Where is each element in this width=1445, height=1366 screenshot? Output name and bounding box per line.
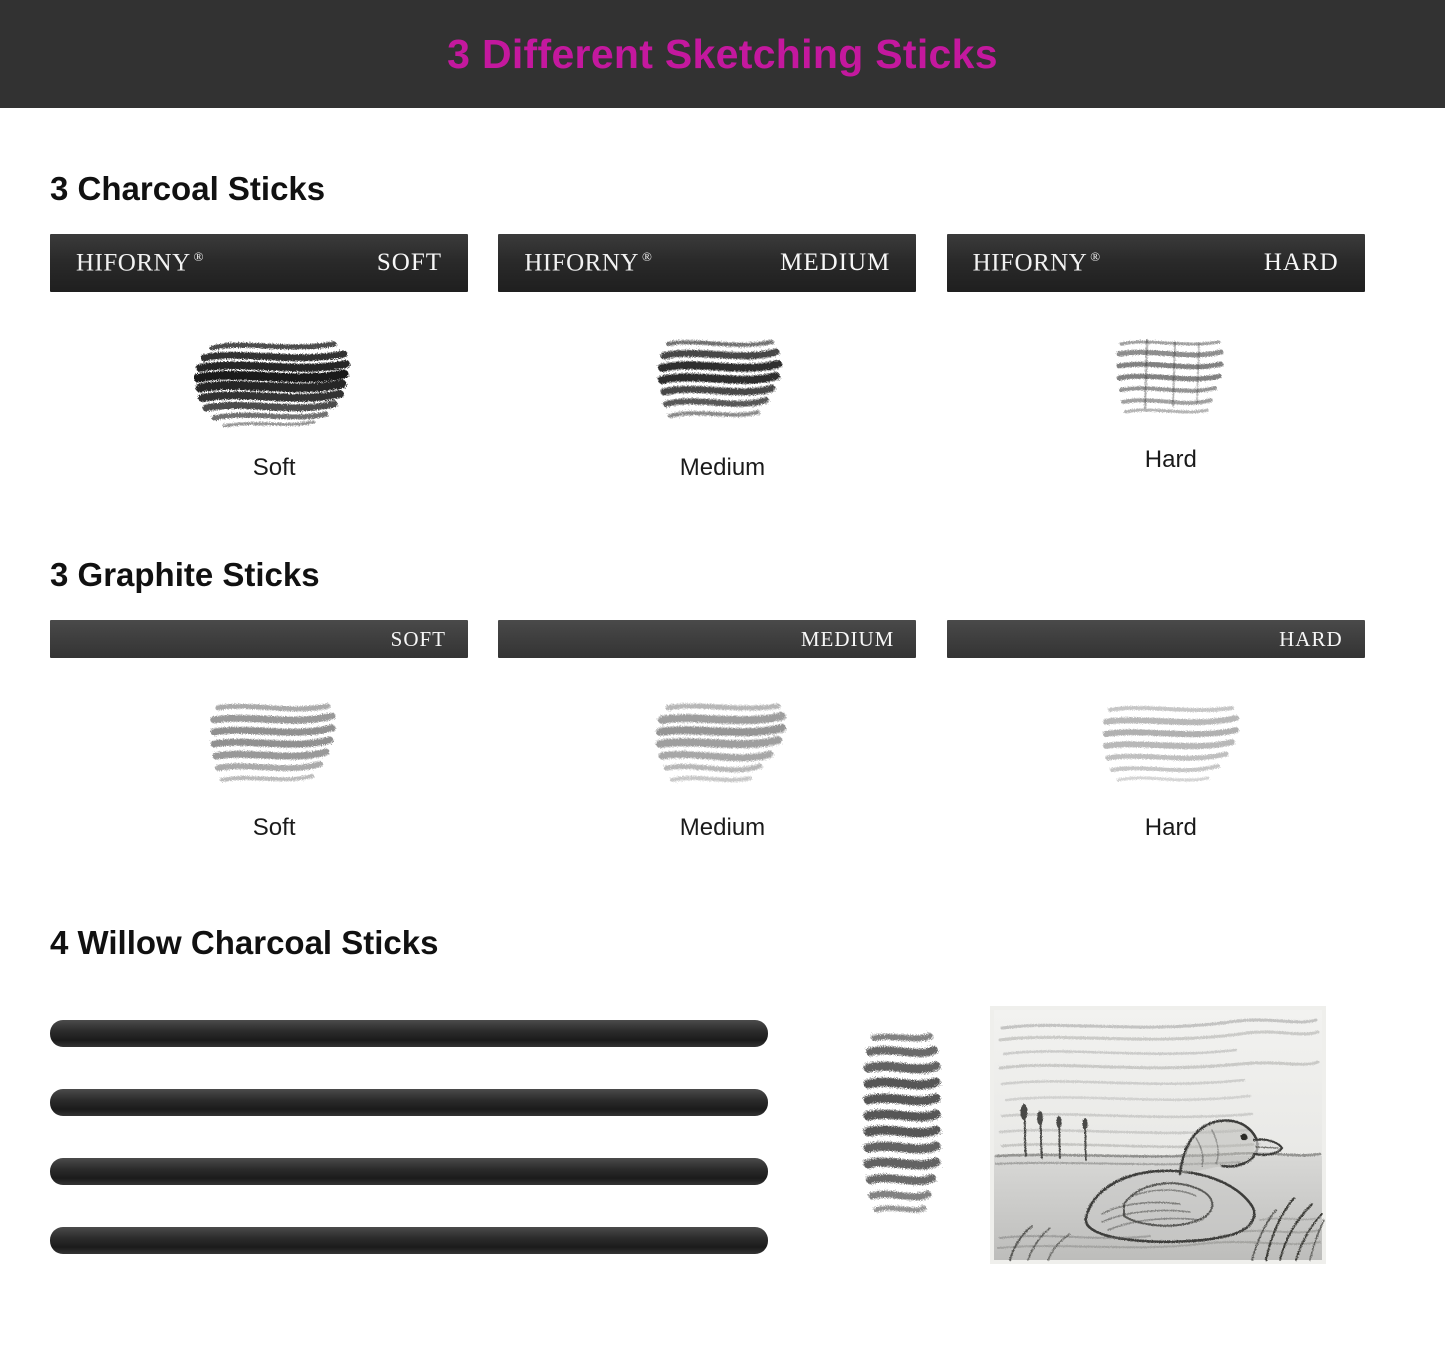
charcoal-soft-label: Soft: [252, 454, 296, 481]
swatch-block-charcoal-hard: [1113, 334, 1229, 474]
willow-section-heading: 4 Willow Charcoal Sticks: [50, 924, 439, 961]
graphite-medium-label: Medium: [679, 814, 766, 841]
willow-stick-group: [50, 1006, 810, 1254]
willow-stick: [50, 1020, 768, 1047]
grade-label: HARD: [1279, 626, 1343, 651]
graphite-item-hard: [947, 620, 1395, 842]
charcoal-hard-swatch-image: [1113, 334, 1229, 424]
swatch-block-charcoal-soft: [194, 334, 354, 482]
swatch-block-graphite-medium: [654, 700, 790, 842]
duck-sketch-image: [990, 1006, 1326, 1264]
registered-trademark-icon: ®: [641, 248, 653, 264]
duck-sketch-artwork: [990, 1006, 1326, 1264]
willow-stick: [50, 1089, 768, 1116]
graphite-stick-soft: [50, 620, 468, 658]
charcoal-stick-medium: [498, 234, 916, 292]
grade-label: MEDIUM: [800, 626, 895, 651]
charcoal-section-heading: 3 Charcoal Sticks: [50, 170, 326, 207]
graphite-medium-swatch-image: [654, 700, 790, 792]
charcoal-stick-row: [0, 234, 1445, 482]
brand-label: HIFORNY ®: [972, 248, 1101, 277]
charcoal-item-medium: [498, 234, 946, 482]
willow-stick: [50, 1158, 768, 1185]
graphite-hard-swatch-image: [1100, 700, 1242, 792]
willow-swatch-block: [858, 1030, 944, 1227]
grade-label: MEDIUM: [780, 249, 891, 276]
registered-trademark-icon: ®: [193, 248, 205, 264]
charcoal-item-soft: [50, 234, 498, 482]
registered-trademark-icon: ®: [1090, 248, 1101, 264]
graphite-section-heading: 3 Graphite Sticks: [50, 556, 320, 593]
grade-label: SOFT: [390, 626, 446, 651]
graphite-soft-label: Soft: [252, 814, 296, 841]
charcoal-hard-label: Hard: [1144, 446, 1197, 473]
graphite-item-soft: [50, 620, 498, 842]
grade-label: SOFT: [376, 249, 442, 276]
charcoal-medium-label: Medium: [679, 454, 766, 481]
willow-display-area: [0, 1006, 1445, 1264]
swatch-block-graphite-hard: [1100, 700, 1242, 842]
graphite-hard-label: Hard: [1144, 814, 1197, 841]
swatch-block-charcoal-medium: [656, 334, 788, 482]
charcoal-medium-swatch-image: [656, 334, 788, 432]
graphite-soft-swatch-image: [208, 700, 340, 792]
page-content: [0, 108, 1445, 1264]
graphite-item-medium: [498, 620, 946, 842]
willow-stick: [50, 1227, 768, 1254]
charcoal-stick-soft: [50, 234, 468, 292]
graphite-stick-hard: [947, 620, 1365, 658]
grade-label: HARD: [1263, 249, 1339, 276]
page-banner: [0, 0, 1445, 108]
charcoal-soft-swatch-image: [194, 334, 354, 432]
swatch-block-graphite-soft: [208, 700, 340, 842]
willow-charcoal-swatch-image: [858, 1030, 944, 1222]
page-title: 3 Different Sketching Sticks: [447, 30, 998, 77]
brand-label: HIFORNY ®: [524, 248, 653, 277]
brand-label: HIFORNY ®: [76, 248, 205, 277]
graphite-stick-medium: [498, 620, 916, 658]
charcoal-stick-hard: [947, 234, 1365, 292]
charcoal-item-hard: [947, 234, 1395, 482]
graphite-stick-row: [0, 620, 1445, 842]
